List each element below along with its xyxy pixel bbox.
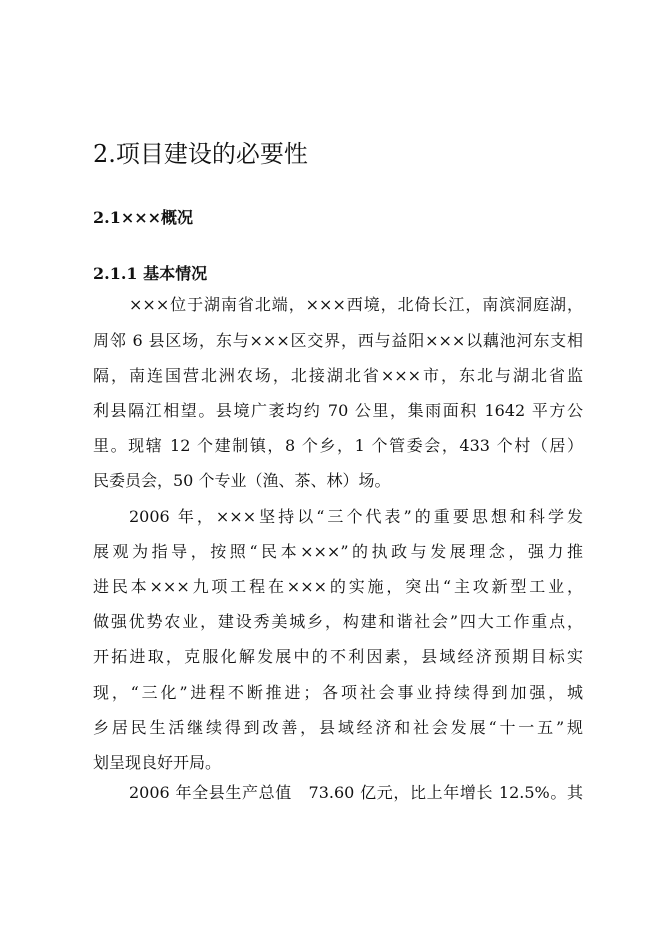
subsubsection-heading: 2.1.1 基本情况 [93, 264, 208, 283]
paragraph-line: 利县隔江相望。县境广袤均约 70 公里，集雨面积 1642 平方公 [93, 401, 583, 420]
paragraph-line: 开拓进取，克服化解发展中的不利因素，县域经济预期目标实 [93, 647, 583, 666]
paragraph-line: 进民本×××九项工程在×××的实施，突出“主攻新型工业， [93, 577, 583, 596]
paragraph-line: 划呈现良好开局。 [93, 753, 222, 772]
paragraph-line: 乡居民生活继续得到改善，县域经济和社会发展“十一五”规 [93, 718, 583, 737]
paragraph-line: 2006 年，×××坚持以“三个代表”的重要思想和科学发 [129, 507, 583, 526]
paragraph-line: 2006 年全县生产总值 73.60 亿元，比上年增长 12.5%。其 [129, 783, 583, 802]
paragraph-line: 现，“三化”进程不断推进；各项社会事业持续得到加强，城 [93, 683, 583, 702]
subsection-heading: 2.1×××概况 [93, 208, 194, 227]
paragraph-line: 做强优势农业，建设秀美城乡，构建和谐社会”四大工作重点， [93, 612, 583, 631]
paragraph-line: 展观为指导，按照“民本×××”的执政与发展理念，强力推 [93, 542, 583, 561]
section-heading: 2.项目建设的必要性 [93, 140, 308, 168]
paragraph-line: 民委员会，50 个专业（渔、茶、林）场。 [93, 471, 391, 490]
paragraph-line: ×××位于湖南省北端，×××西境，北倚长江，南滨洞庭湖， [129, 295, 583, 314]
paragraph-line: 周邻 6 县区场，东与×××区交界，西与益阳×××以藕池河东支相 [93, 331, 583, 350]
paragraph-line: 隔，南连国营北洲农场，北接湖北省×××市，东北与湖北省监 [93, 366, 583, 385]
paragraph-line: 里。现辖 12 个建制镇，8 个乡，1 个管委会，433 个村（居） [93, 436, 583, 455]
